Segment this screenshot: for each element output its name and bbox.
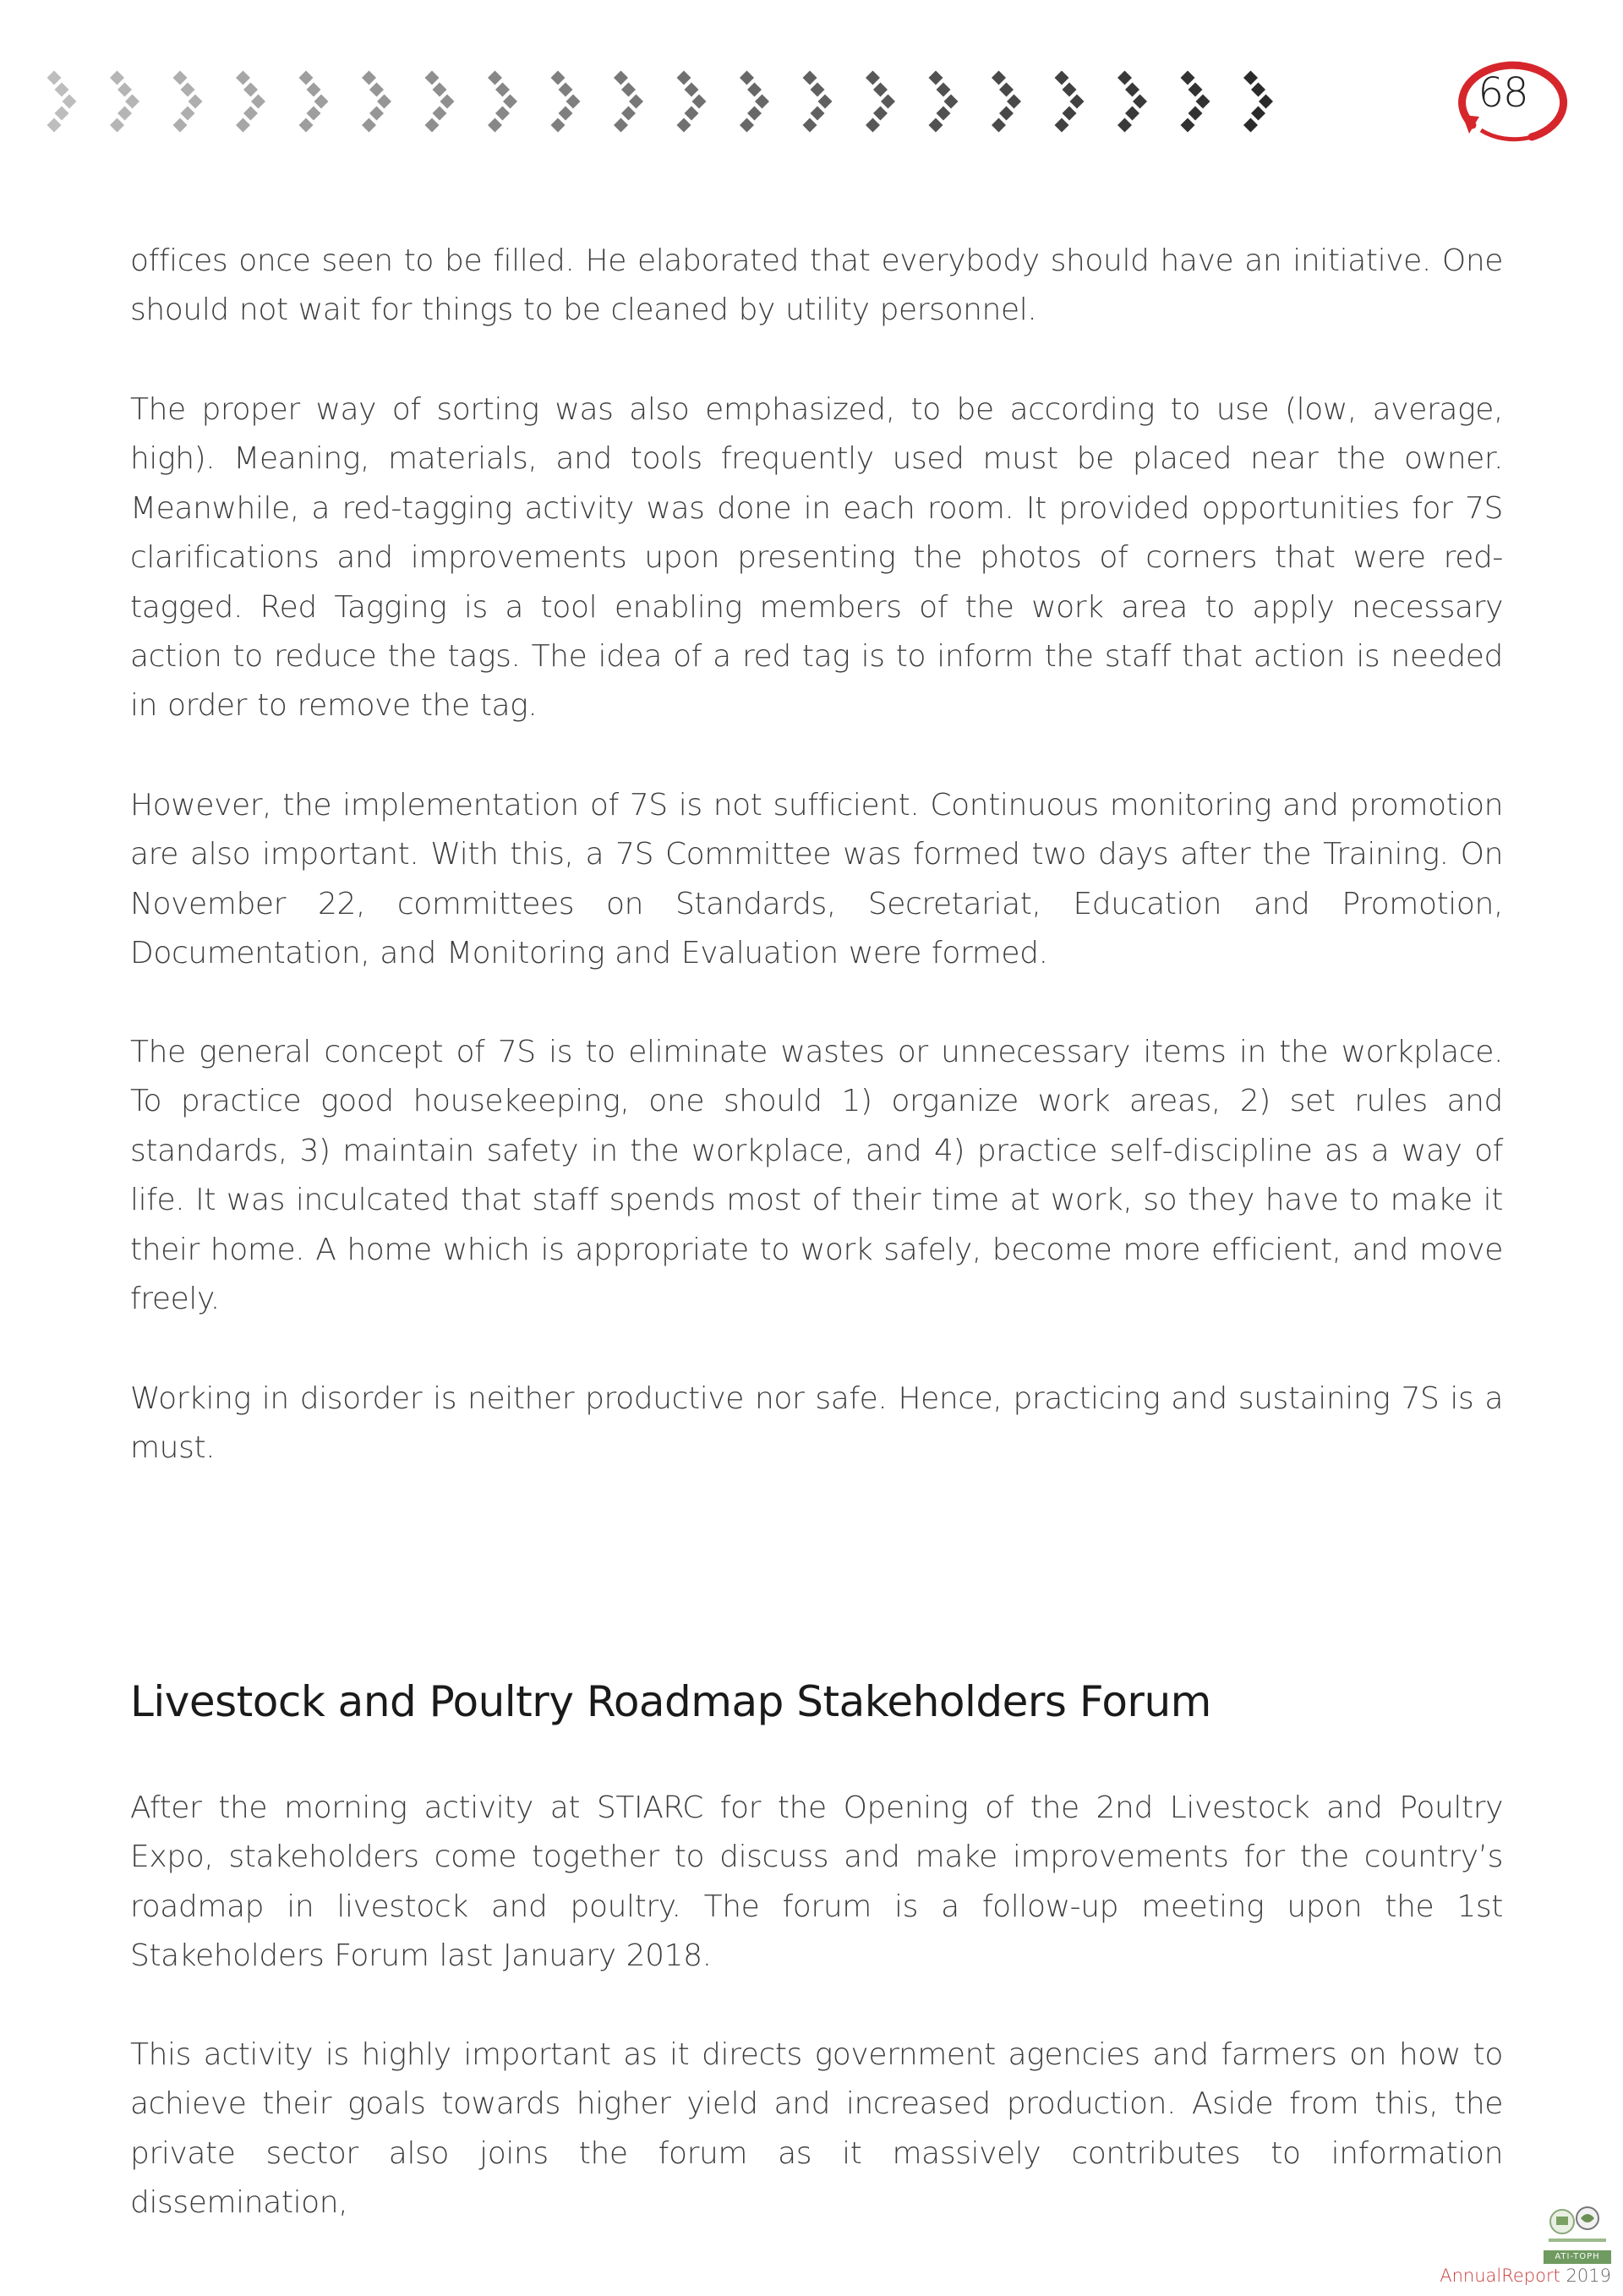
chevron-right-icon [1181,71,1210,133]
chevron-right-icon [488,71,517,133]
chevron-right-icon [740,71,769,133]
brand-year: 2019 [1566,2266,1611,2286]
paragraph: The general concept of 7S is to eliminate wastes or unnecessary items in the workplace. To practice good housekeeping, one should 1) organize work areas, 2) set rules and standards, 3) maintain safety in the workplace, and 4) practice self-discipline as a way of life. It was inculcated that staff spends most of their time at work, so they have to make it their home. A home which is appropriate to work safely, become more efficient, and move freely. [130,1035,1503,1317]
chevron-right-icon [677,71,707,133]
chevron-right-icon [110,71,139,133]
chevron-right-icon [1118,71,1147,133]
chevron-right-icon [929,71,959,133]
chevron-right-icon [299,71,329,133]
chevron-right-icon [866,71,895,133]
paragraph: However, the implementation of 7S is not sufficient. Continuous monitoring and promotion are also important. With this, a 7S Committee was formed two days after the Training. On November 22, committees on Standards, Secretariat, Education and Promotion, Documentation, and Monitoring and Evaluation were formed. [130,788,1503,971]
chevron-right-icon [551,71,581,133]
agency-logo-icon [1544,2201,1611,2249]
chevron-right-icon [803,71,833,133]
chevron-right-icon [992,71,1021,133]
logo-tag: ATI-TOPH [1544,2250,1611,2264]
paragraph: The proper way of sorting was also emphasized, to be according to use (low, average, high). Meaning, materials, and tools frequently used must be placed near the owner. Meanwhile, a red-tagging activity was done in each room. It provided opportunities for 7S clarifications and improvements upon presenting the photos of corners that were red-tagged. Red Tagging is a tool enabling members of the work area to apply necessary action to reduce the tags. The idea of a red tag is to inform the staff that action is needed in order to remove the tag. [130,392,1503,724]
paragraph: This activity is highly important as it directs government agencies and farmers on how to achieve their goals towards higher yield and increased production. Aside from this, the private sector also joins the forum as it massively contributes to information dissemination, [130,2037,1503,2221]
chevron-right-icon [173,71,203,133]
brand-report: Report [1501,2266,1560,2286]
section-heading: Livestock and Poultry Roadmap Stakeholders Forum [130,1677,1211,1726]
chevron-right-icon [425,71,455,133]
chevron-right-icon [1243,71,1273,133]
chevron-right-icon [614,71,643,133]
chevron-band [44,66,1303,134]
page-number: 68 [1478,69,1528,117]
chevron-right-icon [236,71,265,133]
brand-annual: Annual [1440,2266,1502,2286]
chevron-right-icon [362,71,391,133]
paragraph: Working in disorder is neither productive nor safe. Hence, practicing and sustaining 7S is a must. [130,1381,1503,1466]
chevron-right-icon [1055,71,1085,133]
paragraph: offices once seen to be filled. He elaborated that everybody should have an initiative. One should not wait for things to be cleaned by utility personnel. [130,243,1503,328]
chevron-right-icon [47,71,77,133]
paragraph: After the morning activity at STIARC for the Opening of the 2nd Livestock and Poultry Expo, stakeholders come together to discuss and make improvements for the country’s roadmap in livestock and poultry. The forum is a follow-up meeting upon the 1st Stakeholders Forum last January 2018. [130,1790,1503,1974]
annual-report-brand [1425,2266,1611,2286]
